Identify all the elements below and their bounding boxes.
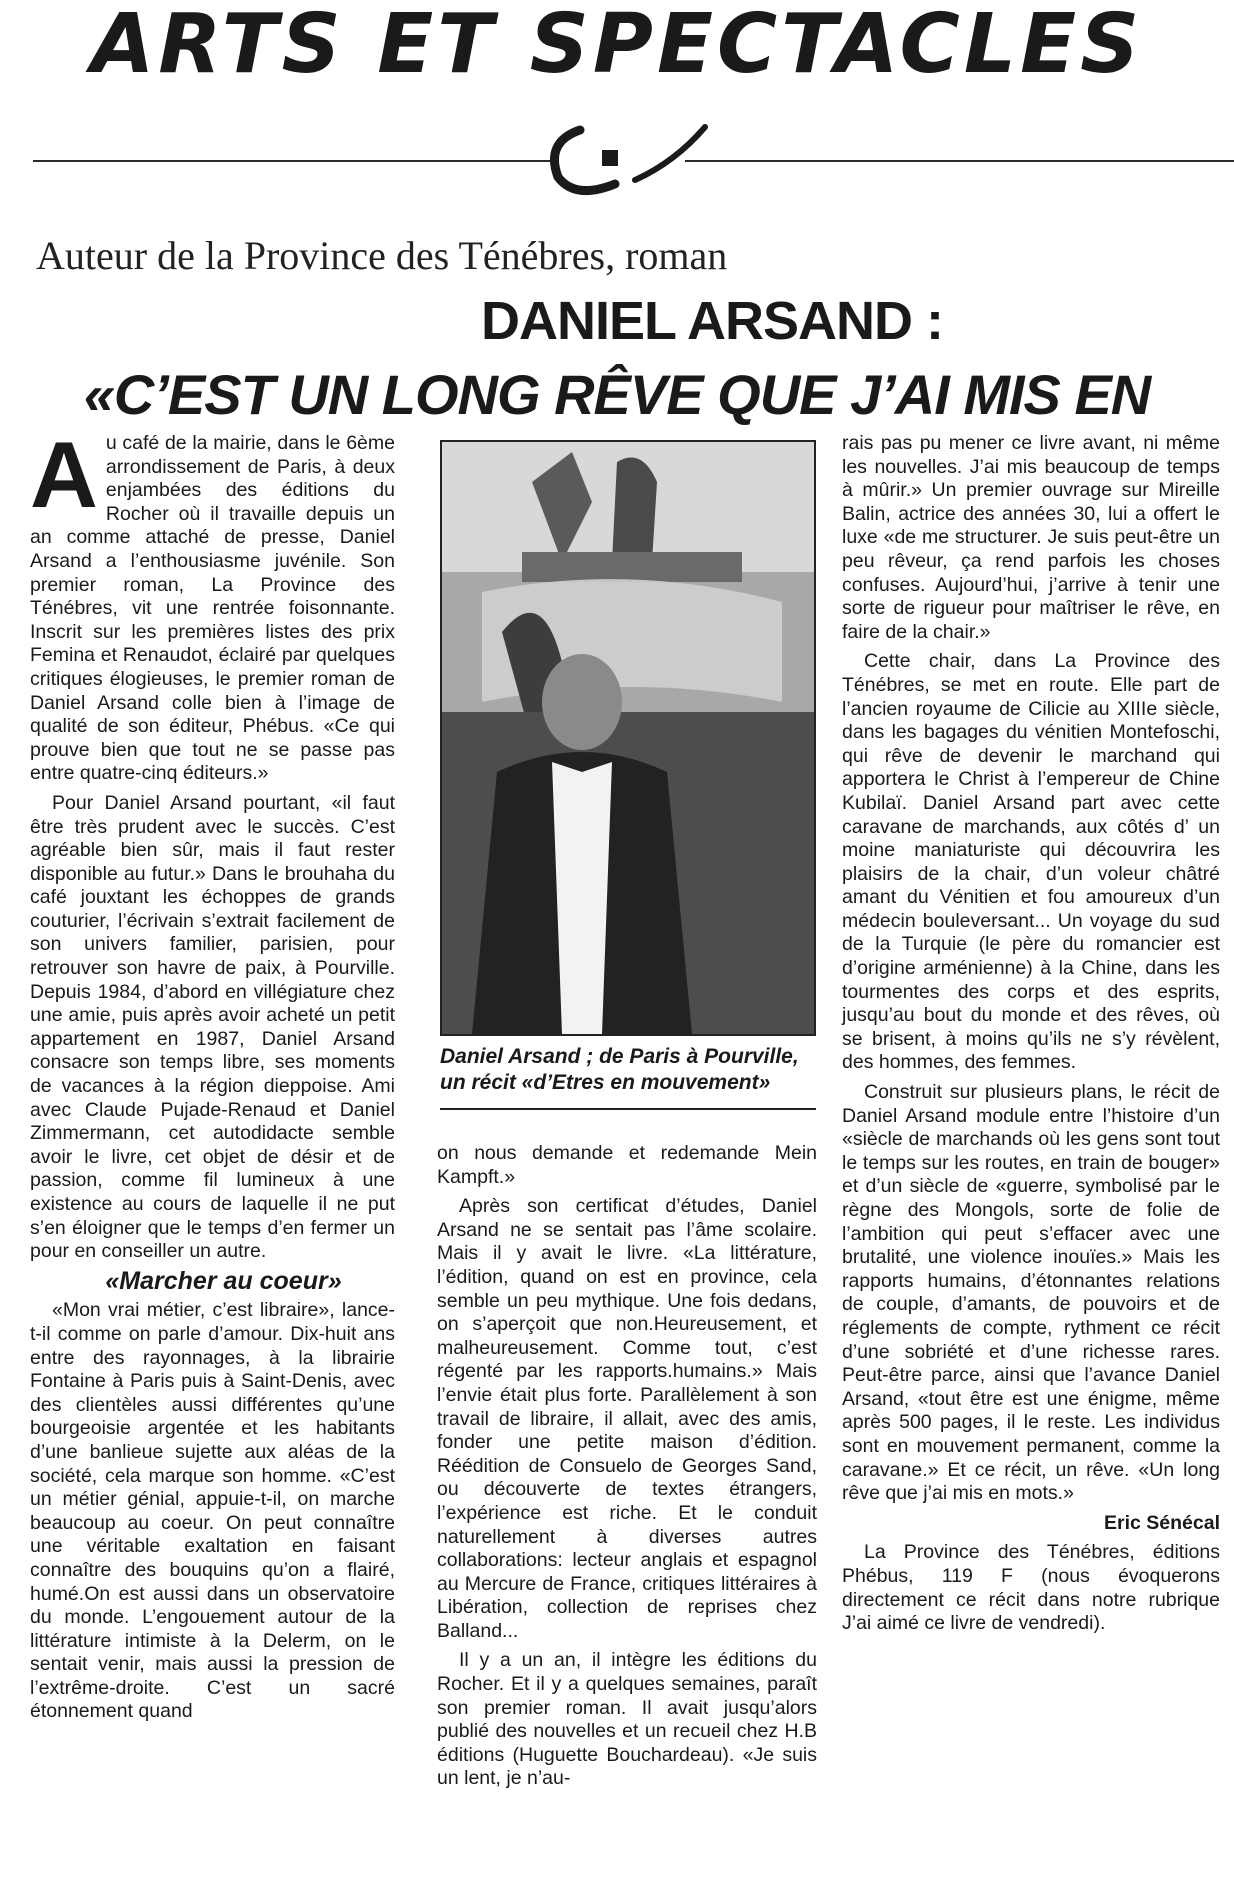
paragraph: rais pas pu mener ce livre avant, ni même les nouvelles. J’ai mis beaucoup de temps à mûrir.» Un premier ouvrage sur Mireille Balin, actrice des années 30, lui a offert le luxe «de me structurer. Je suis peut-être un peu rêveur, ça rend parfois les choses confuses. Aujourd’hui, j’arrive à tenir une sorte de rigueur pour maîtriser le rêve, en faire de la chair.»	[842, 432, 1220, 643]
subheading: «Marcher au coeur»	[105, 1266, 342, 1295]
article-column-2	[437, 1142, 817, 1797]
article-photo	[440, 440, 816, 1036]
paragraph	[30, 422, 395, 786]
article-headline-quote: «C’EST UN LONG RÊVE QUE J’AI MIS EN	[83, 363, 1151, 426]
paragraph-text: u café de la mairie, dans le 6ème arrondissement de Paris, à deux enjambées des éditions du Rocher où il travaille depuis un an comme attaché de presse, Daniel Arsand a l’enthousiasme juvénile. Son premier roman, La Province des Ténébres, vit une rentrée foisonnante. Inscrit sur les premières listes des prix Femina et Renaudot, éclairé par quelques critiques élogieuses, le premier roman de Daniel Arsand colle bien à l’image de qualité de son éditeur, Phébus. «Ce qui prouve bien que tout ne se passe pas entre quatre-cinq éditeurs.»	[30, 432, 395, 785]
paragraph: «Mon vrai métier, c’est libraire», lance-t-il comme on parle d’amour. Dix-huit ans entre des rayonnages, à la librairie Fontaine à Paris puis à Saint-Denis, avec des clientèles aussi différentes qu’une bourgeoisie argentée et les habitants d’une banlieue sujette aux aléas de la société, cela marque son homme. «C’est un métier génial, appuie-t-il, on marche beaucoup au coeur. On peut connaître une véritable exaltation en faisant connaître des bouquins qu’on a flairé, humé.On est aussi dans un observatoire du monde. L’engouement autour de la littérature intimiste à la Delerm, on le sentait venir, mais aussi la pression de l’extrême-droite. C’est un sacré étonnement quand	[30, 1299, 395, 1723]
article-column-1	[30, 422, 395, 1730]
article-headline: DANIEL ARSAND :	[480, 291, 943, 351]
article-byline: Eric Sénécal	[1104, 1511, 1220, 1534]
drop-cap: A	[30, 422, 98, 527]
book-reference: La Province des Ténébres, éditions Phébus, 119 F (nous évoquerons directement ce récit dans notre rubrique J’ai aimé ce livre de vendredi).	[842, 1541, 1220, 1635]
section-title: ARTS ET SPECTACLES	[90, 0, 1144, 92]
caption-divider	[440, 1108, 816, 1110]
paragraph: Pour Daniel Arsand pourtant, «il faut être très prudent avec le succès. C’est agréable bien sûr, mais il faut rester disponible au futur.» Dans le brouhaha du café jouxtant les échoppes de grands couturier, l’écrivain s’extrait facilement de son univers familier, parisien, pour retrouver son havre de paix, à Pourville. Depuis 1984, d’abord en villégiature chez une amie, puis après avoir acheté un petit appartement en 1987, Daniel Arsand consacre son temps libre, ses moments de vacances à la région dieppoise. Ami avec Claude Pujade-Renaud et Daniel Zimmermann, cet autodidacte semble avoir le livre, cet objet de désir et de passion, comme fil lumineux à une existence au cours de laquelle il ne put s’en éloigner que le temps d’en fermer un pour en conseiller un autre.	[30, 791, 395, 1263]
header-rule-left	[33, 160, 553, 162]
photo-caption: Daniel Arsand ; de Paris à Pourville, un récit «d’Etres en mouvement»	[440, 1045, 799, 1094]
paragraph: Cette chair, dans La Province des Ténébres, se met en route. Elle part de l’ancien royaume de Cilicie au XIIIe siècle, dans les bagages du vénitien Montefoschi, qui rêve de devenir le marchand qui apportera le Christ à l’empereur de Chine Kubilaï. Daniel Arsand part avec cette caravane de marchands, aux côtés d’ un moine maniaturiste qui découvrira les plaisirs de la chair, d’un voleur châtré amant du Vénitien et fou amoureux d’un médecin bouleversant... Un voyage du sud de la Turquie (le père du romancier est d’origine arménienne) à la Chine, dans les tourmentes des corps et des esprits, jusqu’au bout du monde et des rêves, où se brisent, à moins qu’ils ne s’y révèlent, des hommes, des femmes.	[842, 650, 1220, 1074]
section-logo-icon	[540, 122, 710, 202]
paragraph: on nous demande et redemande Mein Kampft.»	[437, 1142, 817, 1188]
paragraph: Après son certificat d’études, Daniel Arsand ne se sentait pas l’âme scolaire. Mais il y avait le livre. «La littérature, l’édition, quand on est en province, cela semble un peu mythique. Une fois dedans, on s’aperçoit que non.Heureusement, et malheureusement. Comme tout, c’est régenté par les rapports.humains.» Mais l’envie était plus forte. Parallèlement à son travail de libraire, il allait, avec des amis, fonder une petite maison d’édition. Réédition de Consuelo de Georges Sand, ou découverte de textes étrangers, l’expérience est riche. Et le conduit naturellement à diverses autres collaborations: lecteur anglais et espagnol au Mercure de France, critiques littéraires à Libération, collection de reprises chez Balland...	[437, 1195, 817, 1642]
paragraph: Construit sur plusieurs plans, le récit de Daniel Arsand module entre l’histoire d’un «siècle de marchands où les gens sont tout le temps sur les routes, en train de bouger» et d’un siècle de «guerre, symbolisé par le règne des Mongols, sorte de folie de l’ambition qui peut s’effacer avec une brutalité, une violence inouïes.» Mais les rapports humains, d’étonnantes relations de couple, d’amants, de pouvoirs et de réglements de compte, rythment ce récit d’une sobriété et d’une richesse rares. Peut-être parce, ainsi que l’avance Daniel Arsand, «tout être est une énigme, même après 500 pages, il le reste. Les individus sont en mouvement permanent, comme la caravane.» Et ce récit, un rêve. «Un long rêve que j’ai mis en mots.»	[842, 1081, 1220, 1505]
photo-illustration	[442, 442, 814, 1034]
article-column-3	[842, 432, 1220, 1642]
paragraph: Il y a un an, il intègre les éditions du Rocher. Et il y a quelques semaines, paraît son premier roman. Il avait jusqu’alors publié des nouvelles et un recueil chez H.B éditions (Huguette Bouchardeau). «Je suis un lent, je n’au-	[437, 1649, 817, 1790]
article-kicker: Auteur de la Province des Ténébres, roman	[36, 233, 728, 278]
header-rule-right	[685, 160, 1234, 162]
